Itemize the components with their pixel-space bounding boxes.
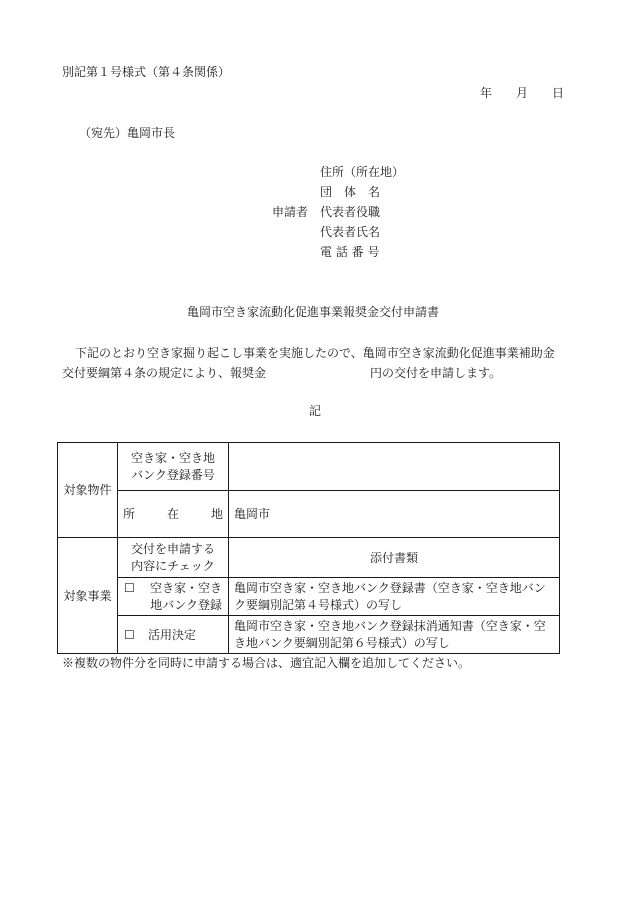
footnote: ※複数の物件分を同時に申請する場合は、適宜記入欄を追加してください。 [62, 656, 471, 670]
applicant-address-label: 住所（所在地） [320, 165, 405, 179]
application-table [57, 442, 560, 654]
project-header: 対象事業 [58, 538, 118, 654]
document-title: 亀岡市空き家流動化促進事業報奨金交付申請書 [187, 305, 440, 319]
row2-document-line-2: き地バンク要綱別記第６号様式）の写し [234, 635, 450, 650]
check-header [118, 538, 229, 578]
applicant-rep-name-label: 代表者氏名 [320, 225, 381, 239]
row1-checkbox[interactable]: ☐ [124, 580, 135, 595]
row2-check-cell [118, 616, 229, 654]
location-label-char-2: 在 [166, 507, 179, 521]
date-year: 年 [480, 86, 493, 100]
applicant-phone-label: 電 話 番 号 [320, 245, 380, 259]
check-header-line-2: 内容にチェック [131, 558, 215, 573]
row1-document [229, 578, 560, 616]
ki-heading: 記 [309, 404, 322, 418]
bank-number-value[interactable] [229, 443, 560, 491]
location-label-char-3: 地 [210, 507, 223, 521]
body-line-1: 下記のとおり空き家掘り起こし事業を実施したので、亀岡市空き家流動化促進事業補助金 [75, 346, 555, 360]
row2-document [229, 616, 560, 654]
row2-document-line-1: 亀岡市空き家・空き地バンク登録抹消通知書（空き家・空 [234, 618, 546, 633]
body-line-2-part-b: 円の交付を申請します。 [370, 366, 502, 380]
check-header-line-1: 交付を申請する [130, 541, 215, 556]
applicant-label: 申請者 [272, 205, 309, 219]
date-month: 月 [516, 86, 529, 100]
row1-document-line-1: 亀岡市空き家・空き地バンク登録書（空き家・空き地バン [234, 580, 546, 595]
location-label [118, 491, 229, 538]
row1-label-line-2: 地バンク登録 [150, 597, 222, 612]
attachments-header: 添付書類 [229, 538, 560, 578]
applicant-organization-label: 団 体 名 [320, 185, 381, 199]
row1-check-cell [118, 578, 229, 616]
row1-document-line-2: ク要綱別記第４号様式）の写し [234, 597, 403, 612]
addressee: （宛先）亀岡市長 [79, 126, 176, 140]
bank-number-label [118, 443, 229, 491]
date-day: 日 [552, 86, 565, 100]
bank-number-label-line-1: 空き家・空き地 [130, 450, 215, 465]
location-label-char-1: 所 [123, 507, 136, 521]
bank-number-label-line-2: バンク登録番号 [131, 467, 215, 482]
location-value[interactable]: 亀岡市 [229, 491, 560, 538]
row1-label-line-1: 空き家・空き [149, 580, 222, 595]
form-number: 別記第１号様式（第４条関係） [62, 65, 231, 79]
row2-checkbox[interactable]: ☐ [124, 627, 135, 642]
row2-label: 活用決定 [148, 627, 197, 642]
property-header: 対象物件 [58, 443, 118, 538]
body-line-2-part-a: 交付要綱第４条の規定により、報奨金 [62, 366, 267, 380]
applicant-rep-title-label: 代表者役職 [320, 205, 381, 219]
